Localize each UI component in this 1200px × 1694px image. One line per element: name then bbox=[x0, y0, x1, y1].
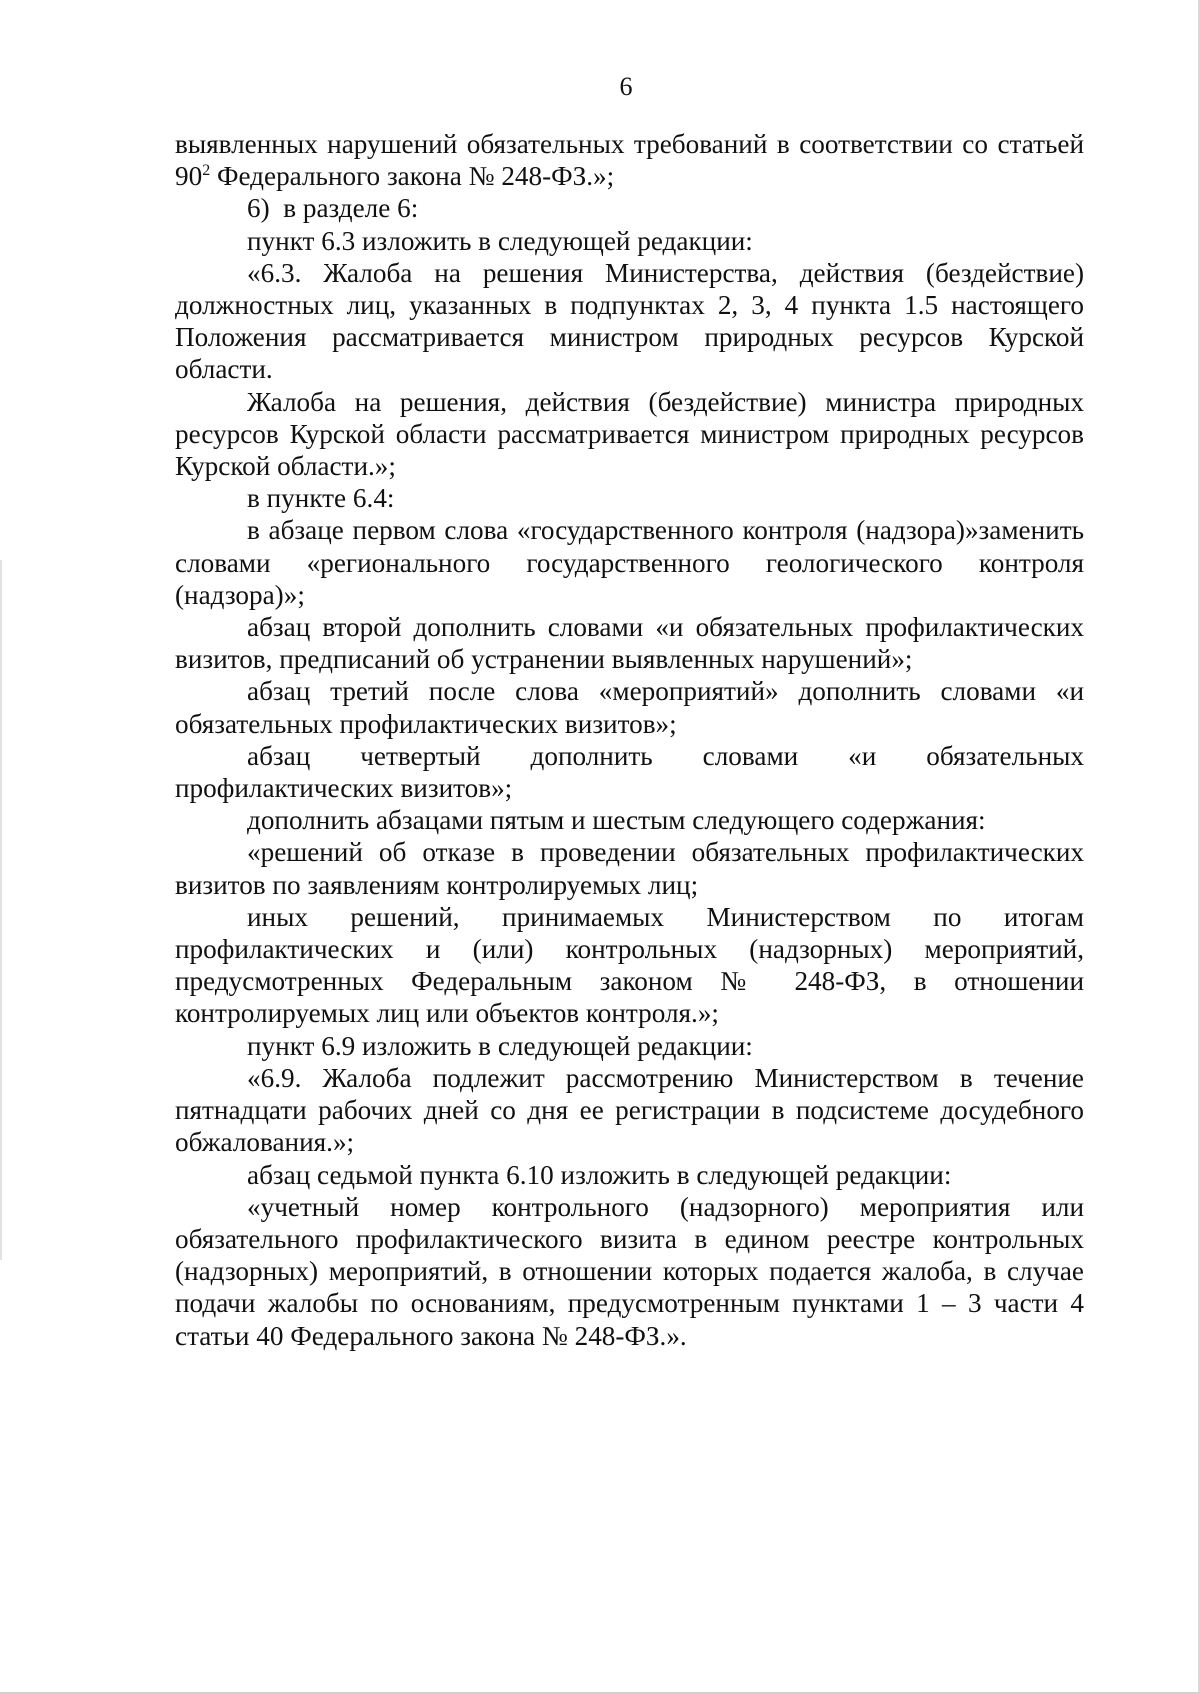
paragraph: в пункте 6.4: bbox=[247, 483, 395, 514]
paragraph: «решений об отказе в проведении обязательных профилактических визитов по заявлениям контролируемых лиц; bbox=[175, 837, 1084, 900]
scan-edge-left bbox=[0, 560, 2, 1260]
paragraph: «6.9. Жалоба подлежит рассмотрению Министерством в течение пятнадцати рабочих дней со дня ее регистрации в подсистеме досудебного обжалования.»; bbox=[175, 1062, 1084, 1158]
paragraph: Жалоба на решения, действия (бездействие) министра природных ресурсов Курской области рассматривается министром природных ресурсов Курской области.»; bbox=[175, 386, 1084, 482]
paragraph-text-tail: Федерального закона № 248-ФЗ.»; bbox=[210, 161, 615, 192]
page-number: 6 bbox=[619, 72, 633, 101]
paragraph: пункт 6.3 изложить в следующей редакции: bbox=[247, 225, 753, 256]
paragraph-text: выявленных нарушений обязательных требований в соответствии со статьей 90 bbox=[175, 129, 1084, 192]
paragraph-continuation bbox=[175, 128, 1084, 192]
paragraph: пункт 6.9 изложить в следующей редакции: bbox=[247, 1030, 753, 1061]
paragraph: абзац четвертый дополнить словами «и обязательных профилактических визитов»; bbox=[175, 740, 1084, 804]
paragraph: иных решений, принимаемых Министерством по итогам профилактических и (или) контрольных (надзорных) мероприятий, предусмотренных Федеральным законом № 248-ФЗ, в отношении контролируемых лиц или объектов контроля.»; bbox=[175, 901, 1084, 1029]
paragraph: «учетный номер контрольного (надзорного) мероприятия или обязательного профилактического визита в едином реестре контрольных (надзорных) мероприятий, в отношении которых подается жалоба, в случае подачи жалобы по основаниям, предусмотренным пунктами 1 – 3 части 4 статьи 40 Федерального закона № 248-ФЗ.». bbox=[175, 1191, 1084, 1351]
paragraph: абзац третий после слова «мероприятий» дополнить словами «и обязательных профилактических визитов»; bbox=[175, 676, 1084, 739]
paragraph: 6) в разделе 6: bbox=[247, 193, 419, 224]
paragraph: дополнить абзацами пятым и шестым следующего содержания: bbox=[247, 805, 986, 836]
paragraph: абзац седьмой пункта 6.10 изложить в следующей редакции: bbox=[247, 1159, 952, 1190]
paragraph: абзац второй дополнить словами «и обязательных профилактических визитов, предписаний об устранении выявленных нарушений»; bbox=[175, 612, 1084, 675]
paragraph: в абзаце первом слова «государственного контроля (надзора)»заменить словами «регионального государственного геологического контроля (надзора)»; bbox=[175, 515, 1084, 610]
paragraph: «6.3. Жалоба на решения Министерства, действия (бездействие) должностных лиц, указанных в подпунктах 2, 3, 4 пункта 1.5 настоящего Положения рассматривается министром природных ресурсов Курской области. bbox=[175, 257, 1084, 385]
document-body bbox=[175, 128, 1084, 1352]
superscript: 2 bbox=[202, 162, 211, 180]
